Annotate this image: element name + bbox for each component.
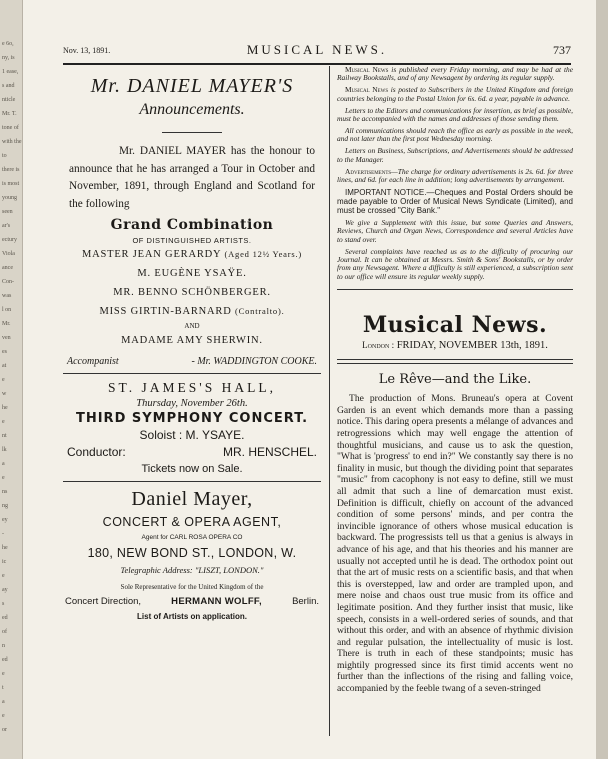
section-rule xyxy=(63,373,321,374)
notice-lead: Musical News xyxy=(345,85,389,95)
masthead-title: Musical News. xyxy=(362,312,548,339)
margin-fragment: Viola xyxy=(2,251,15,257)
margin-fragment: there is xyxy=(2,167,20,173)
margin-fragment: with the xyxy=(2,139,22,145)
artist-name: M. EUGÈNE YSAŸE. xyxy=(137,268,247,279)
notice-text: is published every Friday morning, and may be had at the Railway Bookstalls, and of any Newsagent by ordering its regular supply. xyxy=(337,65,573,83)
margin-fragment: t xyxy=(2,685,4,691)
column-divider xyxy=(329,66,330,736)
notice-item xyxy=(337,107,573,124)
margin-fragment: e xyxy=(2,419,5,425)
tickets-notice: Tickets now on Sale. xyxy=(141,463,243,475)
margin-fragment: nt xyxy=(2,433,7,439)
margin-fragment: Mr. xyxy=(2,321,11,327)
concert-conductor xyxy=(63,445,321,459)
margin-fragment: seen xyxy=(2,209,13,215)
margin-fragment: ed xyxy=(2,615,8,621)
margin-fragment: 1 ease, xyxy=(2,69,19,75)
agency-name: Daniel Mayer, xyxy=(131,488,253,510)
margin-fragment: Mr. T. xyxy=(2,111,17,117)
page-number: 737 xyxy=(553,43,571,57)
margin-fragment: - xyxy=(2,531,4,537)
notice-item xyxy=(337,168,573,185)
article-body xyxy=(337,393,573,694)
notice-text: is posted to Subscribers in the United Kingdom and foreign countries belonging to the Postal Union for 6s. 6d. a year, payable in advance. xyxy=(337,85,573,103)
margin-fragment: ectury xyxy=(2,237,17,243)
concert-direction-line xyxy=(63,596,321,607)
artist-line xyxy=(63,283,321,302)
margin-fragment: nticle xyxy=(2,97,16,103)
margin-fragment: ng xyxy=(2,503,8,509)
important-notice xyxy=(337,188,573,215)
margin-fragment: es xyxy=(2,349,7,355)
artist-name: MISS GIRTIN-BARNARD xyxy=(99,306,232,317)
advertisement-subtitle: Announcements. xyxy=(139,101,245,118)
notice-text: Letters to the Editors and communications for insertion, as brief as possible, must be accompanied with the names and addresses of those sending them. xyxy=(337,105,573,124)
adjacent-page-edge xyxy=(0,0,23,759)
conductor-label: Conductor: xyxy=(67,445,126,459)
grand-combination-heading: Grand Combination xyxy=(110,217,274,233)
margin-fragment: e xyxy=(2,671,5,677)
notice-text: —The charge for ordinary advertisements is 2s. 6d. for three lines, and 6d. for each line in addition; long advertisements by arrangement. xyxy=(337,166,573,184)
margin-fragment: ed xyxy=(2,657,8,663)
wolff-city: Berlin. xyxy=(292,596,319,607)
running-head-title: MUSICAL NEWS. xyxy=(246,42,388,57)
binding-edge xyxy=(595,0,608,759)
concert-direction-label: Concert Direction, xyxy=(65,596,142,607)
article-paragraph: The production of Mons. Bruneau's opera at Covent Garden is an event which demands more than a passing notice. This daring opera presents a mélange of advances and retrogressions which may well engage the attention of thoughtful musicians, and cause us to ask the question, "What is 'progress' to end in?" We constantly say there is no finality in music, but though the dividing point that separates "music" from cacophony is not easy to define, still we must all admit that such a line of demarcation must exist. Definition is difficult, chiefly on account of the advanced condition of some persons' minds, and per contra the invincible ignorance of others whose musical education is backward. The progressists tell us that a genius is always in advance of his age, and that his theories and his manner are usually not accepted until he is dead. The orthodox point out that the art of music rests on a scientific basis, and that when this is overstepped, law and order are trampled upon, and mere noise and chaos oust true music from its office and legitimate position. And they further insist that music, like speech, consists in a well-ordered series of sounds, and that without this order, and with an absence of rhythmic division and regular pulsation, the intellectuality of music is lost. There is truth in each of these standpoints; music has mightily progressed since its first timid accents went no further than the inflections of the rising and falling voice, accompanied by the feeble twang of a seven-stringed xyxy=(337,393,573,695)
accompanist-name: - Mr. WADDINGTON COOKE. xyxy=(191,356,317,367)
artist-name: MR. BENNO SCHÖNBERGER. xyxy=(113,287,271,298)
concert-venue: ST. JAMES'S HALL, xyxy=(108,380,276,395)
margin-fragment: e xyxy=(2,377,5,383)
margin-fragment: he xyxy=(2,405,8,411)
notice-item xyxy=(337,66,573,83)
advertisement-title: Mr. DANIEL MAYER'S xyxy=(90,75,294,97)
notice-lead: Musical News xyxy=(345,65,389,74)
margin-fragment: ny, is xyxy=(2,55,15,61)
running-head-date: Nov. 13, 1891. xyxy=(63,46,111,55)
section-rule xyxy=(337,289,573,290)
artist-line-last: MADAME AMY SHERWIN. xyxy=(121,335,263,346)
margin-fragment: e xyxy=(2,475,5,481)
concert-event: THIRD SYMPHONY CONCERT. xyxy=(75,411,309,426)
telegraphic-address: Telegraphic Address: "LISZT, LONDON." xyxy=(120,565,264,575)
important-notice-text: IMPORTANT NOTICE.—Cheques and Postal Orders should be made payable to Order of Musical News Syndicate (Limited), and must be crossed "City Bank." xyxy=(337,187,573,215)
artist-line xyxy=(63,245,321,264)
margin-fragment: tone of xyxy=(2,125,19,131)
margin-fragment: Con- xyxy=(2,279,14,285)
article-title: Le Rêve—and the Like. xyxy=(378,372,532,388)
accompanist-label: Accompanist xyxy=(67,356,119,367)
and-word: AND xyxy=(184,322,200,330)
margin-fragment: ns xyxy=(2,489,8,495)
artist-note: (Contralto). xyxy=(235,306,285,316)
dateline-date: FRIDAY, NOVEMBER 13th, 1891. xyxy=(396,340,548,352)
wolff-name: HERMANN WOLFF, xyxy=(171,596,262,607)
newspaper-page xyxy=(23,0,596,759)
running-head xyxy=(63,42,571,60)
margin-fragment: ance xyxy=(2,265,13,271)
margin-fragment: e xyxy=(2,573,5,579)
supplement-notice: We give a Supplement with this issue, but some Queries and Answers, Reviews, Church and Organ News, Correspondence and several Articles have to stand over. xyxy=(337,217,573,244)
margin-fragment: a xyxy=(2,461,5,467)
concert-date: Thursday, November 26th. xyxy=(136,398,248,409)
margin-fragment: young xyxy=(2,195,17,201)
double-rule xyxy=(337,359,573,364)
publication-notices xyxy=(337,66,573,281)
complaints-notice: Several complaints have reached us as to the difficulty of procuring our Journal. It can be obtained at Messrs. Smith & Sons' Bookstalls, or by order from any Newsagent. Where a difficulty is still experienced, a subscription sent to our office will ensure its regular weekly supply. xyxy=(337,246,573,281)
margin-fragment: was xyxy=(2,293,12,299)
margin-fragment: he xyxy=(2,545,8,551)
margin-fragment: s and xyxy=(2,83,15,89)
notice-lead: Advertisements xyxy=(345,166,392,176)
margin-fragment: ar's xyxy=(2,223,11,229)
margin-fragment: l on xyxy=(2,307,12,313)
margin-fragment: e 6o, xyxy=(2,41,14,47)
dateline-place: London : xyxy=(362,340,395,351)
distinguished-artists-line: OF DISTINGUISHED ARTISTS. xyxy=(132,236,252,245)
margin-fragment: ic xyxy=(2,559,7,565)
dateline xyxy=(337,340,573,351)
artists-list-note: List of Artists on application. xyxy=(137,612,247,621)
conductor-name: MR. HENSCHEL. xyxy=(222,445,317,459)
margin-fragment: a xyxy=(2,699,5,705)
notice-text: All communications should reach the office as early as possible in the week, and not later than the first post Wednesday morning. xyxy=(337,125,573,144)
margin-fragment: lk xyxy=(2,447,7,453)
carl-rosa-line: Agent for CARL ROSA OPERA CO xyxy=(141,534,243,541)
margin-fragment: of xyxy=(2,629,7,635)
sole-representative: Sole Representative for the United Kingdom of the xyxy=(120,583,264,591)
agency-title: CONCERT & OPERA AGENT, xyxy=(102,515,282,529)
notice-item xyxy=(337,127,573,144)
margin-fragment: ven xyxy=(2,335,11,341)
accompanist-line xyxy=(67,356,317,367)
margin-fragment: to xyxy=(2,153,7,159)
right-column xyxy=(337,66,573,695)
tour-announcement: Mr. DANIEL MAYER has the honour to announce that he has arranged a Tour in October and November, 1891, through England and Scotland for the following xyxy=(69,145,315,210)
artist-name: MASTER JEAN GERARDY xyxy=(81,249,222,260)
margin-fragment: is most xyxy=(2,181,20,187)
section-rule xyxy=(63,481,321,482)
margin-fragment: at xyxy=(2,363,7,369)
artist-line xyxy=(63,302,321,321)
margin-fragment: ey xyxy=(2,517,8,523)
margin-fragment: e xyxy=(2,713,5,719)
margin-fragment: ay xyxy=(2,587,8,593)
agency-address: 180, NEW BOND ST., LONDON, W. xyxy=(87,546,297,560)
margin-fragment: s xyxy=(2,601,5,607)
margin-fragment: n xyxy=(2,643,5,649)
notice-item xyxy=(337,86,573,103)
left-column-advertisement xyxy=(63,66,321,621)
concert-soloist: Soloist : M. YSAYE. xyxy=(139,428,245,442)
notice-text: Letters on Business, Subscriptions, and Advertisements should be addressed to the Manager. xyxy=(337,146,573,164)
artist-note: (Aged 12½ Years.) xyxy=(224,249,303,259)
margin-fragment: or xyxy=(2,727,7,733)
margin-fragment: w xyxy=(2,391,7,397)
notice-item xyxy=(337,147,573,164)
artist-line xyxy=(63,264,321,283)
short-rule xyxy=(162,132,222,133)
